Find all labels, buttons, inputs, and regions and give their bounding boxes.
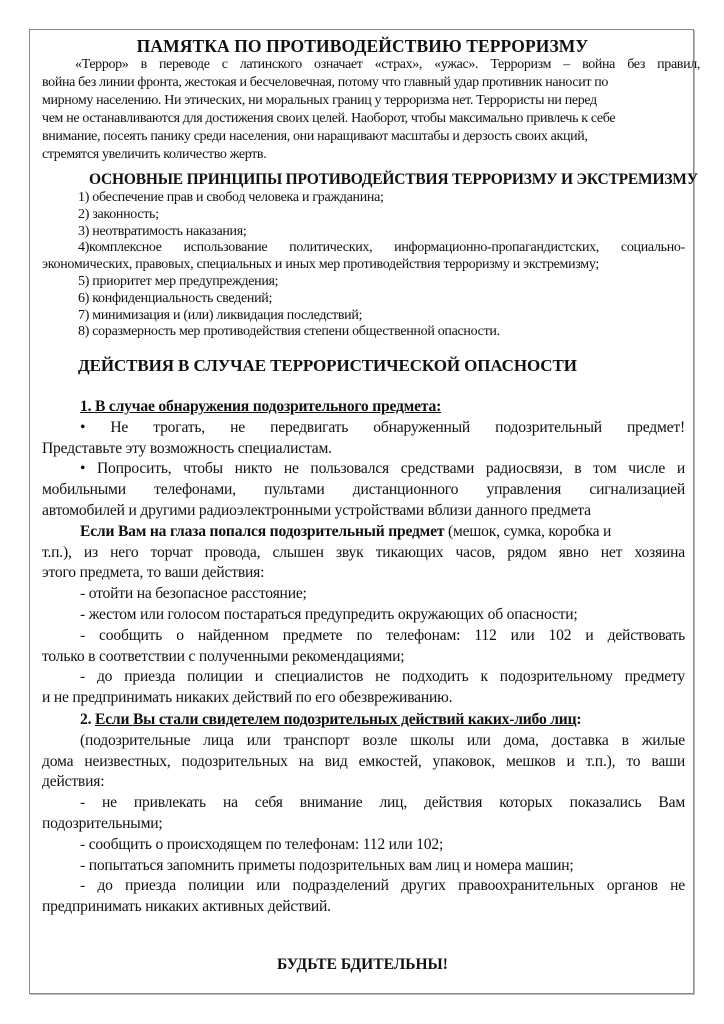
section2 [42,710,685,918]
found-bold-text: Если Вам на глаза попался подозрительный предмет [80,522,445,540]
section1-bullet2: • Попросить, чтобы никто не пользовался средствами радиосвязи, в том числе и [80,460,685,478]
section1-step: - жестом или голосом постараться предупредить окружающих об опасности; [80,605,578,623]
principle-item: 5) приоритет мер предупреждения; [78,273,279,289]
section2-step-cont: предпринимать никаких активных действий. [42,898,331,916]
section1-found-cont: этого предмета, то ваши действия: [42,564,265,582]
principle-item: 1) обеспечение прав и свобод человека и гражданина; [78,190,384,205]
section1-found-cont: т.п.), из него торчат провода, слышен звук тикающих часов, рядом явно нет хозяина [42,543,685,561]
section1-bullet1-cont: Представьте эту возможность специалистам. [42,439,332,457]
section1-step: - до приезда полиции и специалистов не подходить к подозрительному предмету [80,668,685,686]
principles-heading: ОСНОВНЫЕ ПРИНЦИПЫ ПРОТИВОДЕЙСТВИЯ ТЕРРОРИЗМУ И ЭКСТРЕМИЗМУ [89,171,698,188]
intro-line: мирному населению. Ни этических, ни моральных границ у терроризма нет. Террористы ни перед [42,93,597,108]
section1-heading-text: 1. В случае обнаружения подозрительного предмета: [80,398,442,415]
section2-heading-colon: : [576,711,582,728]
section2-desc: (подозрительные лица или транспорт возле школы или дома, доставка в жилые [80,731,685,749]
section1-bullet1: • Не трогать, не передвигать обнаруженный подозрительный предмет! [80,418,685,436]
principle-item: экономических, правовых, специальных и иных мер противодействия терроризму и экстремизму; [42,257,599,273]
section1-heading [42,397,685,418]
principle-item: 7) минимизация и (или) ликвидация последствий; [78,307,363,323]
principle-item: 6) конфиденциальность сведений; [78,290,273,306]
intro-line: «Террор» в переводе с латинского означает «страх», «ужас». Терроризм – война без правил, [75,57,700,72]
section2-desc: действия: [42,773,105,791]
section2-step: - не привлекать на себя внимание лиц, действия которых показались Вам [80,794,685,812]
actions-heading: ДЕЙСТВИЯ В СЛУЧАЕ ТЕРРОРИСТИЧЕСКОЙ ОПАСНОСТИ [78,356,577,375]
principle-item: 8) соразмерность мер противодействия степени общественной опасности. [78,324,500,340]
section1-step-cont: только в соответствии с полученными рекомендациями; [42,647,405,665]
section2-heading-text: Если Вы стали свидетелем подозрительных действий каких-либо лиц [95,711,577,728]
section1 [42,397,685,709]
section2-heading-num: 2. [80,711,95,728]
intro-line: чем не останавливаются для достижения своих целей. Наоборот, чтобы максимально привлечь к себе [42,111,616,126]
intro-line: стремятся увеличить количество жертв. [42,147,267,162]
memo-frame [29,29,700,994]
section1-step: - сообщить о найденном предмете по телефонам: 112 или 102 и действовать [80,626,685,644]
section2-heading [42,710,685,731]
section1-bullet2-cont: автомобилей и другими радиоэлектронными устройствами вблизи данного предмета [42,501,591,519]
section1-bullet2-cont: мобильными телефонами, пультами дистанционного управления сигнализацией [42,481,685,499]
intro-line: война без линии фронта, жестокая и бесчеловечная, потому что главный удар противник наносит по [42,75,609,90]
section2-step: - сообщить о происходящем по телефонам: 112 или 102; [80,835,444,853]
section1-found [42,522,685,543]
document-title: ПАМЯТКА ПО ПРОТИВОДЕЙСТВИЮ ТЕРРОРИЗМУ [136,36,589,56]
intro-line: внимание, посеять панику среди населения, они наращивают масштабы и дерзость своих акций, [42,129,588,144]
found-rest-text: (мешок, сумка, коробка и [444,522,612,540]
principle-item: 4)комплексное использование политических, информационно-пропагандистских, социально- [78,240,685,256]
section1-step-cont: и не предпринимать никаких действий по его обезвреживанию. [42,689,453,707]
section2-step-cont: подозрительными; [42,814,163,832]
intro-paragraph [42,56,700,164]
section2-step: - до приезда полиции или подразделений других правоохранительных органов не [80,877,685,895]
footer-slogan: БУДЬТЕ БДИТЕЛЬНЫ! [277,956,448,973]
principles-list [42,190,685,341]
section1-step: - отойти на безопасное расстояние; [80,585,307,603]
principle-item: 3) неотвратимость наказания; [78,223,247,239]
section2-step: - попытаться запомнить приметы подозрительных вам лиц и номера машин; [80,856,574,874]
principle-item: 2) законность; [78,206,159,222]
section2-desc: дома неизвестных, подозрительных на вид емкостей, упаковок, мешков и т.п.), то ваши [42,752,685,770]
